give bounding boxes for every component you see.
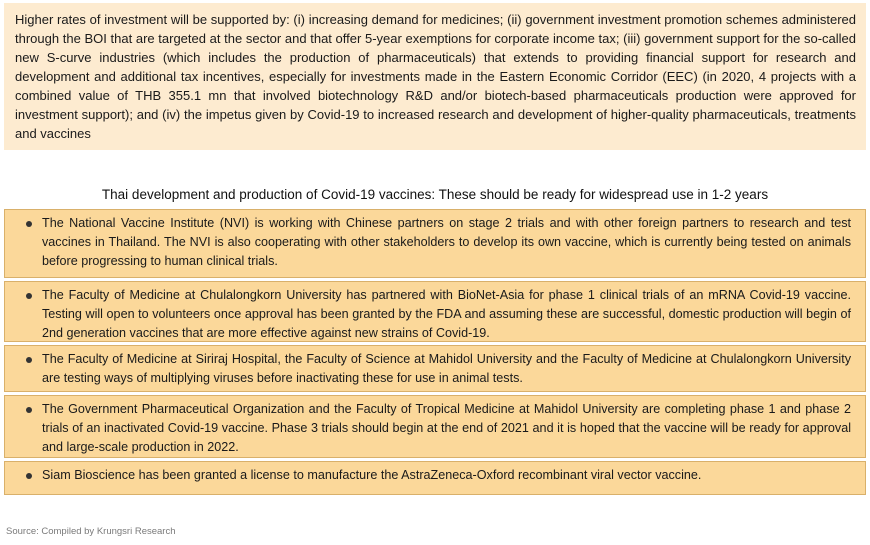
list-item-text: The Government Pharmaceutical Organization and the Faculty of Tropical Medicine at Mahidol University are completing phase 1 and phase 2 trials of an inactivated Covid-19 vaccine. Phase 3 trials should begin at the end of 2021 and it is hoped that the vaccine will be ready for approval and large-scale production in 2022. [42, 402, 851, 454]
list-item [4, 281, 866, 342]
bullet-icon [26, 407, 32, 413]
list-item [4, 209, 866, 278]
list-item-text: The Faculty of Medicine at Siriraj Hospital, the Faculty of Science at Mahidol University and the Faculty of Medicine at Chulalongkorn University are testing ways of multiplying viruses before inactivating these for use in animal tests. [42, 352, 851, 385]
vaccine-list [4, 209, 866, 498]
list-item-text: The National Vaccine Institute (NVI) is working with Chinese partners on stage 2 trials and with other foreign partners to research and test vaccines in Thailand. The NVI is also cooperating with other stakeholders to develop its own vaccine, which is currently being tested on animals before progressing to human clinical trials. [42, 216, 851, 268]
bullet-icon [26, 221, 32, 227]
intro-paragraph: Higher rates of investment will be supported by: (i) increasing demand for medicines; (ii) government investment promotion schemes administered through the BOI that are targeted at the sector and that offer 5-year exemptions for corporate income tax; (iii) government support for the so-called new S-curve industries (which includes the production of pharmaceuticals) that extends to providing financial support for research and development and additional tax incentives, especially for investments made in the Eastern Economic Corridor (EEC) (in 2020, 4 projects with a combined value of THB 355.1 mn that involved biotechnology R&D and/or biotech-based pharmaceuticals production were approved for investment support); and (iv) the impetus given by Covid-19 to increased research and development of higher-quality pharmaceuticals, treatments and vaccines [4, 3, 866, 150]
bullet-icon [26, 473, 32, 479]
list-item-text: Siam Bioscience has been granted a license to manufacture the AstraZeneca-Oxford recombinant viral vector vaccine. [42, 468, 702, 482]
bullet-icon [26, 293, 32, 299]
bullet-icon [26, 357, 32, 363]
list-item [4, 395, 866, 458]
list-item [4, 461, 866, 495]
list-item-text: The Faculty of Medicine at Chulalongkorn University has partnered with BioNet-Asia for phase 1 clinical trials of an mRNA Covid-19 vaccine. Testing will open to volunteers once approval has been granted by the FDA and assuming these are successful, domestic production will begin of 2nd generation vaccines that are more effective against new strains of Covid-19. [42, 288, 851, 340]
source-note: Source: Compiled by Krungsri Research [6, 526, 176, 537]
section-title: Thai development and production of Covid-19 vaccines: These should be ready for widespread use in 1-2 years [101, 187, 769, 202]
list-item [4, 345, 866, 392]
